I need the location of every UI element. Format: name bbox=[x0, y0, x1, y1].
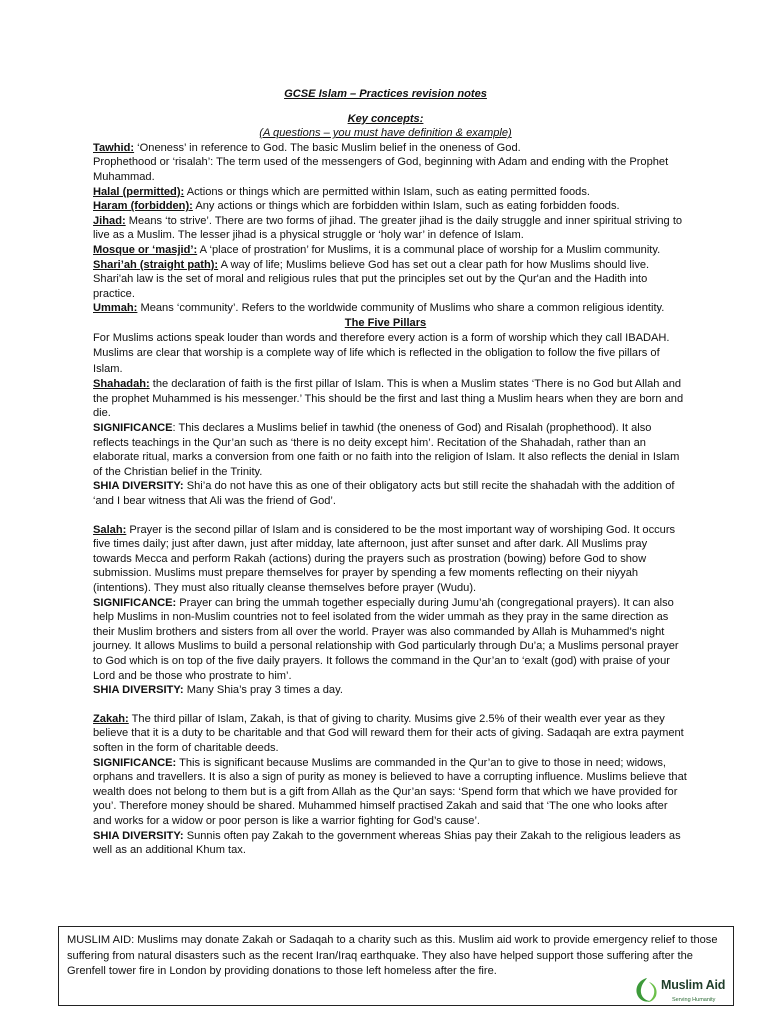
diversity-text: Sunnis often pay Zakah to the government whereas Shias pay their Zakah to the religious leaders as well as an additional Khum tax. bbox=[93, 829, 681, 857]
salah-diversity bbox=[93, 683, 688, 698]
definition-halal bbox=[93, 185, 688, 200]
significance-label: SIGNIFICANCE bbox=[93, 422, 173, 435]
shahadah-diversity bbox=[93, 479, 688, 508]
definition-text: Means ‘community’. Refers to the worldwide community of Muslims who share a common religious identity. bbox=[137, 302, 665, 315]
salah-text: Prayer is the second pillar of Islam and is considered to be the most important way of worshiping God. It occurs five times daily; just after dawn, just after midday, late afternoon, just after sunset and after dark. All Muslims pray towards Mecca and perform Rakah (actions) during the prayers such as prostration (bowing) before God to show submission. Muslims must prepare themselves for prayer by spending a few moments reflecting on their niyyah (intentions). They must also ritually cleanse themselves before prayer (Wudu). bbox=[93, 523, 676, 594]
five-pillars-intro: For Muslims actions speak louder than words and therefore every action is a form of worship which they call IBADAH. Muslims are clear that worship is a complete way of life which is reflected in the obligation to follow the five pillars of Islam. bbox=[93, 331, 670, 375]
definition-haram bbox=[93, 199, 688, 214]
shia-diversity-label: SHIA DIVERSITY: bbox=[93, 829, 184, 842]
term-zakah: Zakah: bbox=[93, 712, 129, 725]
definition-text: ‘Oneness’ in reference to God. The basic Muslim belief in the oneness of God. bbox=[134, 141, 521, 154]
zakah-diversity bbox=[93, 829, 688, 858]
logo-name: Muslim Aid bbox=[661, 978, 726, 992]
muslim-aid-logo-icon bbox=[634, 976, 660, 1004]
salah-paragraph bbox=[93, 523, 688, 596]
term-jihad: Jihad: bbox=[93, 214, 126, 227]
spacer bbox=[93, 698, 688, 712]
key-concepts-title: Key concepts: bbox=[347, 112, 424, 125]
definition-text: A ‘place of prostration’ for Muslims, it is a communal place of worship for a Muslim community. bbox=[197, 243, 661, 256]
term-shariah: Shari’ah (straight path): bbox=[93, 258, 219, 271]
definition-prophethood: Prophethood or ‘risalah’: The term used of the messengers of God, beginning with Adam and ending with the Prophet Muhammad. bbox=[93, 156, 669, 183]
shahadah-paragraph bbox=[93, 377, 688, 421]
salah-significance bbox=[93, 596, 688, 684]
five-pillars-heading: The Five Pillars bbox=[344, 316, 427, 329]
term-haram: Haram (forbidden): bbox=[93, 200, 193, 213]
shahadah-text: the declaration of faith is the first pillar of Islam. This is when a Muslim states ‘There is no God but Allah and the prophet Muhammed is his messenger.’ This should be the first and last thing a Muslim hears when they are born and die. bbox=[93, 378, 684, 420]
definition-text: A way of life; Muslims believe God has set out a clear path for how Muslims should live. Shari'ah law is the set of moral and religious rules that put the principles set out by the Qur'an and the Hadith into practice. bbox=[93, 258, 650, 300]
definition-mosque bbox=[93, 243, 688, 258]
significance-label: SIGNIFICANCE: bbox=[93, 756, 177, 769]
diversity-text: Many Shia’s pray 3 times a day. bbox=[183, 684, 343, 697]
definition-text: Means ‘to strive’. There are two forms of jihad. The greater jihad is the daily struggle and inner spiritual striving to live as a Muslim. The lesser jihad is a physical struggle or ‘holy war’ in defence of Islam. bbox=[93, 214, 683, 242]
term-shahadah: Shahadah: bbox=[93, 378, 150, 391]
muslim-aid-text: MUSLIM AID: Muslims may donate Zakah or Sadaqah to a charity such as this. Muslim aid work to provide emergency relief to those suffering from natural disasters such as the recent Iran/Iraq earthquake. They also have helped support those suffering after the Grenfell tower fire in London by providing donations to those left homeless after the fire. bbox=[67, 934, 718, 978]
key-concepts-heading bbox=[93, 112, 688, 141]
diversity-text: Shi’a do not have this as one of their obligatory acts but still recite the shahadah with the addition of ‘and I bear witness that Ali was the friend of God’. bbox=[93, 480, 675, 508]
definition-ummah bbox=[93, 301, 688, 316]
term-halal: Halal (permitted): bbox=[93, 185, 185, 198]
term-salah: Salah: bbox=[93, 523, 127, 536]
significance-text: Prayer can bring the ummah together especially during Jumu’ah (congregational prayers). It can also help Muslims in non-Muslim countries not to feel isolated from the wider ummah as they pray in the same direction as their Muslim brothers and sisters from all over the world. Prayer was also commanded by Allah is Muhammed’s night journey. It allows Muslims to build a personal relationship with God particularly through Du’a; a Muslims personal prayer to God which is on top of the five daily prayers. It follows the command in the Qur’an to ‘exalt (god) with praise of your Lord and be those who prostrate to him’. bbox=[93, 596, 679, 682]
zakah-significance bbox=[93, 756, 688, 829]
significance-label: SIGNIFICANCE: bbox=[93, 596, 177, 609]
significance-text: This is significant because Muslims are commanded in the Qur’an to give to those in need; widows, orphans and travellers. It is also a sign of purity as money is believed to have a corrupting influence. Muslims believe that wealth does not belong to them but is a gift from Allah as the Qur’an says: ‘Spend form that which we have provided for you’. Therefore money should be shared. Muhammed himself practised Zakah and said that ‘The one who looks after and works for a widow or poor person is like a warrior fighting for God’s cause’. bbox=[93, 756, 687, 827]
key-concepts-subtitle: (A questions – you must have definition & example) bbox=[259, 127, 512, 140]
logo-tagline: Serving Humanity bbox=[672, 997, 716, 1003]
term-mosque: Mosque or ‘masjid’: bbox=[93, 243, 198, 256]
shia-diversity-label: SHIA DIVERSITY: bbox=[93, 684, 184, 697]
significance-text: : This declares a Muslims belief in tawhid (the oneness of God) and Risalah (prophethood). It also reflects teachings in the Qur’an such as ‘there is no deity except him’. Recitation of the Shahadah, rather than an elaborate ritual, marks a conversion from one faith or no faith into the religion of Islam. It also reflects the denial in Islam of the Christian belief in the Trinity. bbox=[93, 422, 680, 478]
definition-text: Any actions or things which are forbidden within Islam, such as eating forbidden foods. bbox=[192, 200, 620, 213]
shahadah-significance bbox=[93, 421, 688, 479]
definition-shariah bbox=[93, 258, 688, 302]
muslim-aid-logo bbox=[634, 976, 730, 1004]
definition-text: Actions or things which are permitted within Islam, such as eating permitted foods. bbox=[184, 185, 590, 198]
document-title: GCSE Islam – Practices revision notes bbox=[284, 88, 487, 100]
spacer bbox=[93, 509, 688, 523]
term-ummah: Ummah: bbox=[93, 302, 138, 315]
definition-jihad bbox=[93, 214, 688, 243]
zakah-text: The third pillar of Islam, Zakah, is that of giving to charity. Musims give 2.5% of their wealth ever year as they believe that it is a duty to be charitable and that God will reward them for their acts of giving. Sadaqah are extra payment soften in the form of charitable deeds. bbox=[93, 712, 684, 754]
shia-diversity-label: SHIA DIVERSITY: bbox=[93, 480, 184, 493]
zakah-paragraph bbox=[93, 712, 688, 756]
term-tawhid: Tawhid: bbox=[93, 141, 135, 154]
definition-tawhid bbox=[93, 141, 688, 156]
muslim-aid-box bbox=[58, 926, 734, 1006]
